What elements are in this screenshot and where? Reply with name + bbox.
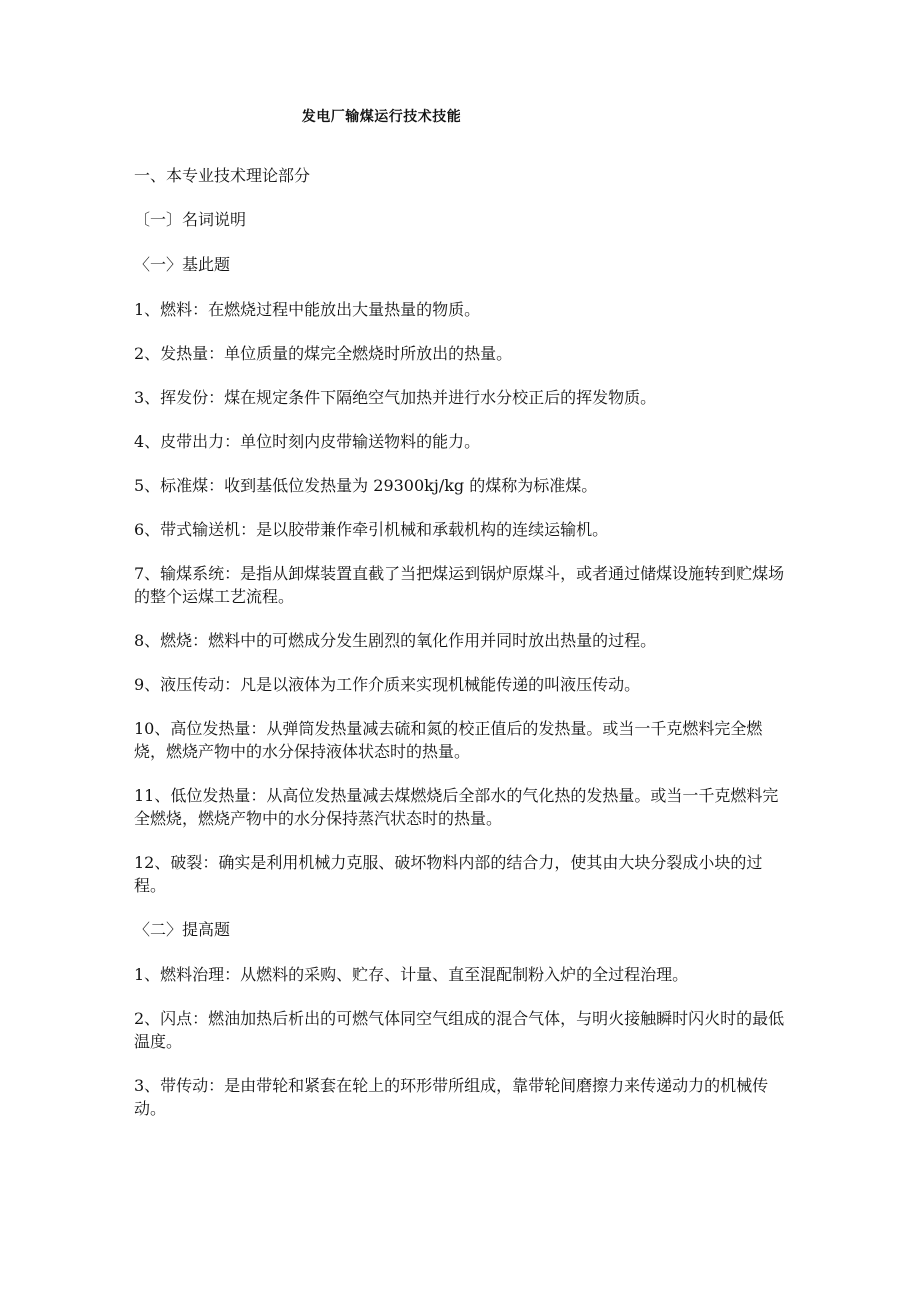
term-item: 1、燃料治理：从燃料的采购、贮存、计量、直至混配制粉入炉的全过程治理。 bbox=[134, 965, 689, 984]
term-item: 3、挥发份：煤在规定条件下隔绝空气加热并进行水分校正后的挥发物质。 bbox=[134, 388, 657, 407]
term-item: 10、高位发热量：从弹筒发热量减去硫和氮的校正值后的发热量。或当一千克燃料完全燃烧，燃烧产物中的水分保持液体状态时的热量。 bbox=[134, 719, 763, 761]
term-item: 12、破裂：确实是利用机械力克服、破坏物料内部的结合力，使其由大块分裂成小块的过程。 bbox=[134, 853, 763, 895]
term-item: 9、液压传动：凡是以液体为工作介质来实现机械能传递的叫液压传动。 bbox=[134, 675, 641, 694]
advanced-questions-heading: 〈二〉提高题 bbox=[134, 920, 231, 939]
term-item: 3、带传动：是由带轮和紧套在轮上的环形带所组成，靠带轮间磨擦力来传递动力的机械传动。 bbox=[134, 1076, 769, 1118]
term-item: 2、闪点：燃油加热后析出的可燃气体同空气组成的混合气体，与明火接触瞬时闪火时的最低温度。 bbox=[134, 1009, 785, 1051]
section-heading: 一、本专业技术理论部分 bbox=[134, 166, 311, 185]
term-item: 6、带式输送机：是以胶带兼作牵引机械和承载机构的连续运输机。 bbox=[134, 520, 609, 539]
term-item: 7、输煤系统：是指从卸煤装置直截了当把煤运到锅炉原煤斗，或者通过储煤设施转到贮煤场的整个运煤工艺流程。 bbox=[134, 564, 785, 606]
document-body bbox=[134, 164, 794, 1141]
subsection-heading: 〔一〕名词说明 bbox=[134, 210, 247, 229]
term-item: 8、燃烧：燃料中的可燃成分发生剧烈的氧化作用并同时放出热量的过程。 bbox=[134, 631, 657, 650]
term-item: 2、发热量：单位质量的煤完全燃烧时所放出的热量。 bbox=[134, 344, 513, 363]
basic-questions-heading: 〈一〉基此题 bbox=[134, 255, 231, 274]
term-item: 11、低位发热量：从高位发热量减去煤燃烧后全部水的气化热的发热量。或当一千克燃料完全燃烧，燃烧产物中的水分保持蒸汽状态时的热量。 bbox=[134, 786, 779, 828]
term-item: 4、皮带出力：单位时刻内皮带输送物料的能力。 bbox=[134, 432, 481, 451]
document-title: 发电厂输煤运行技术技能 bbox=[301, 109, 462, 125]
term-item: 1、燃料：在燃烧过程中能放出大量热量的物质。 bbox=[134, 300, 481, 319]
term-item: 5、标准煤：收到基低位发热量为 29300kj/kg 的煤称为标准煤。 bbox=[134, 476, 598, 495]
